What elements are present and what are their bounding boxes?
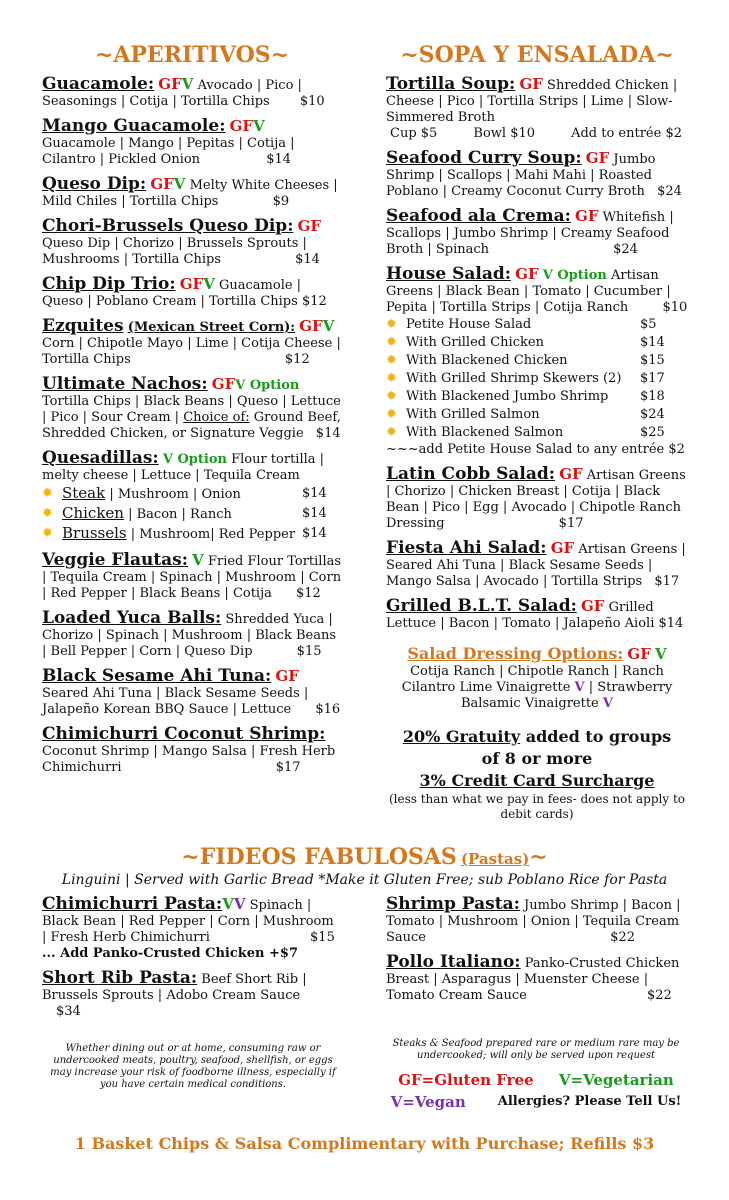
item-price: $10 (299, 94, 325, 109)
item-name: Loaded Yuca Balls: (42, 608, 222, 628)
pastas-left (42, 896, 342, 1028)
sub-price: $14 (302, 526, 327, 541)
item-price: $10 (662, 300, 688, 315)
dressing-name: Cilantro Lime Vinaigrette (401, 680, 571, 695)
item-price: $14 (266, 152, 292, 167)
sub-price: $25 (640, 425, 665, 440)
item-name: Veggie Flautas: (42, 550, 189, 570)
menu-item-pollo-italiano (386, 954, 686, 1004)
menu-item-yuca-balls (42, 610, 342, 660)
item-price: $17 (558, 516, 584, 531)
menu-item-short-rib-pasta (42, 970, 342, 1020)
sub-item (386, 388, 688, 406)
item-name: Fiesta Ahi Salad: (386, 538, 547, 558)
sub-name: Brussels (62, 524, 127, 542)
v-tag: V (253, 117, 265, 135)
sub-name: Petite House Salad (406, 317, 532, 332)
item-desc: Shredded Chicken | Cheese | Pico | Tortilla Strips | Lime | Slow-Simmered Broth (386, 78, 678, 125)
item-desc: Fried Flour Tortillas | Tequila Cream | Spinach | Mushroom | Corn | Red Pepper | Black Beans | Cotija (42, 554, 342, 601)
sub-item (386, 406, 688, 424)
item-desc: Tortilla Chips | Black Beans | Queso | Lettuce | Pico | Sour Cream | (42, 394, 341, 425)
pastas-title (0, 842, 729, 872)
gf-legend: GF=Gluten Free (398, 1071, 534, 1089)
item-desc: Seared Ahi Tuna | Black Sesame Seeds | Jalapeño Korean BBQ Sauce | Lettuce (42, 686, 309, 717)
sub-item (386, 334, 688, 352)
menu-item-chimichurri-pasta (42, 896, 342, 962)
sun-icon: ✹ (386, 425, 397, 440)
gf-tag: GF (515, 265, 539, 283)
sub-item (386, 424, 688, 442)
item-name: Latin Cobb Salad: (386, 464, 556, 484)
menu-item-latin-cobb (386, 466, 688, 532)
dressing-name: | Strawberry (588, 680, 673, 695)
menu-item-house-salad (386, 266, 688, 458)
sub-name: With Blackened Jumbo Shrimp (406, 389, 609, 404)
sub-desc: | Mushroom | Onion (109, 487, 241, 502)
item-desc: Spinach | Black Bean | Red Pepper | Corn | Mushroom | Fresh Herb Chimichurri (42, 898, 334, 945)
item-desc-2: Ground Beef, Shredded Chicken, or Signature Veggie (42, 410, 341, 441)
sun-icon: ✹ (386, 371, 397, 386)
menu-item-seafood-curry (386, 150, 688, 200)
v-tag: V Option (235, 378, 300, 393)
item-desc: Artisan Greens | Seared Ahi Tuna | Black Sesame Seeds | Mango Salsa | Avocado | Tortilla Strips (386, 542, 686, 589)
vegan-tag: V (574, 680, 585, 695)
item-name: Ultimate Nachos: (42, 374, 208, 394)
item-desc: Coconut Shrimp | Mango Salsa | Fresh Herb Chimichurri (42, 744, 336, 775)
item-price: $22 (646, 988, 672, 1003)
pastas-title-end: ~ (529, 844, 548, 870)
pastas-title-main: ~FIDEOS FABULOSAS (181, 844, 457, 870)
menu-item-ahi-tuna (42, 668, 342, 718)
item-price: $34 (56, 1004, 81, 1019)
menu-item-fiesta-ahi (386, 540, 688, 590)
v-legend: V=Vegetarian (558, 1071, 674, 1089)
sub-item (42, 504, 342, 524)
v-tag: V (655, 645, 667, 663)
sun-icon: ✹ (386, 353, 397, 368)
item-name: Short Rib Pasta: (42, 968, 198, 988)
menu-item-ultimate-nachos (42, 376, 342, 442)
item-price: $15 (310, 930, 335, 945)
bowl-price: Bowl $10 (473, 126, 536, 141)
sub-item (386, 352, 688, 370)
item-name: House Salad: (386, 264, 511, 284)
item-name: Guacamole: (42, 74, 155, 94)
item-price: $24 (613, 242, 638, 257)
vegan-tag: V (233, 895, 246, 913)
item-desc: Jumbo Shrimp | Scallops | Mahi Mahi | Roasted Poblano | Creamy Coconut Curry Broth (386, 152, 656, 199)
item-desc: Artisan Greens | Black Bean | Tomato | Cucumber | Pepita | Tortilla Strips | Cotija Ranch (386, 268, 671, 315)
gf-tag: GF (179, 275, 204, 293)
item-price: $14 (295, 252, 320, 267)
item-desc: Guacamole | Queso | Poblano Cream | Tortilla Chips (42, 278, 302, 309)
item-desc: Whitefish | Scallops | Jumbo Shrimp | Creamy Seafood Broth | Spinach (386, 210, 674, 257)
sun-icon: ✹ (386, 407, 397, 422)
sun-icon: ✹ (42, 486, 53, 501)
gf-tag: GF (297, 217, 322, 235)
dressing-line-1: Cotija Ranch | Chipotle Ranch | Ranch (410, 664, 664, 679)
sub-price: $24 (640, 407, 665, 422)
gf-tag: GF (627, 645, 651, 663)
item-name: Pollo Italiano: (386, 952, 521, 972)
sub-name: Steak (62, 484, 106, 502)
item-price: $9 (272, 194, 290, 209)
vegan-legend: V=Vegan (390, 1093, 466, 1111)
dressing-name: Balsamic Vinaigrette (461, 696, 599, 711)
legend-row-2 (386, 1094, 686, 1110)
pastas-subtitle: Linguini | Served with Garlic Bread *Make it Gluten Free; sub Poblano Rice for Pasta (61, 872, 668, 888)
sub-name: With Grilled Chicken (406, 335, 544, 350)
item-desc: Guacamole | Mango | Pepitas | Cotija | Cilantro | Pickled Onion (42, 136, 295, 167)
v-tag: V Option (542, 268, 607, 283)
vegan-tag: V (602, 696, 613, 711)
item-price: $24 (657, 184, 682, 199)
item-price: $12 (296, 586, 321, 601)
item-price: $15 (296, 644, 322, 659)
item-price: $17 (275, 760, 301, 775)
menu-item-seafood-crema (386, 208, 688, 258)
sub-item (42, 524, 342, 544)
menu-item-veggie-flautas (42, 552, 342, 602)
menu-item-guacamole (42, 76, 342, 110)
gf-tag: GF (575, 207, 599, 225)
add-price: Add to entrée $2 (571, 126, 682, 141)
sun-icon: ✹ (386, 335, 397, 350)
sub-item (42, 484, 342, 504)
gratuity-group: of 8 or more (481, 749, 593, 768)
gf-tag: GF (275, 667, 299, 685)
item-name: Chimichurri Coconut Shrimp: (42, 724, 326, 744)
gf-tag: GF (559, 465, 583, 483)
sub-price: $15 (640, 353, 665, 368)
sub-name: With Blackened Chicken (406, 353, 568, 368)
cup-price: Cup $5 (390, 126, 438, 141)
item-name: Chori-Brussels Queso Dip: (42, 216, 294, 236)
item-desc: Grilled Lettuce | Bacon | Tomato | Jalapeño Aioli (386, 600, 655, 631)
item-name: Tortilla Soup: (386, 74, 516, 94)
item-name: Chimichurri Pasta: (42, 894, 223, 914)
sopa-title: ~SOPA Y ENSALADA~ (400, 42, 674, 68)
aperitivos-title: ~APERITIVOS~ (94, 42, 290, 68)
sub-item (386, 370, 688, 388)
item-desc: Melty White Cheeses | Mild Chiles | Tortilla Chips (42, 178, 338, 209)
v-tag: V (203, 275, 215, 293)
menu-item-ezquites (42, 318, 342, 368)
sub-price: $14 (302, 486, 327, 501)
gratuity-notice (386, 726, 688, 822)
chips-salsa-footer: 1 Basket Chips & Salsa Complimentary with Purchase; Refills $3 (74, 1134, 655, 1153)
menu-item-mango-guacamole (42, 118, 342, 168)
sun-icon: ✹ (386, 389, 397, 404)
v-tag: V (322, 317, 335, 335)
item-choice: Choice of: (183, 410, 250, 425)
sub-price: $14 (302, 506, 327, 521)
menu-item-blt-salad (386, 598, 688, 632)
sub-name: With Blackened Salmon (406, 425, 564, 440)
pastas-title-small: (Pastas) (460, 850, 530, 868)
item-name: Quesadillas: (42, 448, 159, 468)
item-price: $22 (610, 930, 635, 945)
sun-icon: ✹ (42, 526, 53, 541)
allergies-notice: Allergies? Please Tell Us! (497, 1094, 682, 1109)
item-price: $12 (301, 294, 327, 309)
v-tag: V Option (162, 452, 227, 467)
sub-price: $5 (640, 317, 657, 332)
gf-tag: GF (585, 149, 610, 167)
item-desc: Jumbo Shrimp | Bacon | Tomato | Mushroom | Onion | Tequila Cream Sauce (386, 898, 681, 945)
surcharge-text: 3% Credit Card Surcharge (419, 771, 655, 790)
item-desc: Avocado | Pico | Seasonings | Cotija | Tortilla Chips (42, 78, 302, 109)
v-tag: V (173, 175, 186, 193)
house-salad-note: ~~~add Petite House Salad to any entrée $2 (386, 442, 685, 457)
item-price: $14 (658, 616, 684, 631)
dressing-line-2 (386, 680, 688, 696)
menu-item-shrimp-pasta (386, 896, 686, 946)
sub-name: With Grilled Shrimp Skewers (2) (406, 371, 622, 386)
item-name: Seafood Curry Soup: (386, 148, 582, 168)
item-name: Ezquites (42, 316, 124, 336)
gf-tag: GF (581, 597, 605, 615)
menu-item-queso-dip (42, 176, 342, 210)
sopa-section (386, 40, 688, 822)
menu-item-chori-brussels (42, 218, 342, 268)
pastas-right (386, 896, 686, 1012)
item-name: Seafood ala Crema: (386, 206, 571, 226)
item-name: Chip Dip Trio: (42, 274, 176, 294)
aperitivos-section (42, 40, 342, 784)
v-tag: V (222, 895, 234, 913)
item-name: Mango Guacamole: (42, 116, 226, 136)
surcharge-note: (less than what we pay in fees- does not apply to debit cards) (388, 792, 686, 821)
v-tag: V (192, 551, 204, 569)
menu-item-chip-dip-trio (42, 276, 342, 310)
menu-item-coconut-shrimp (42, 726, 342, 776)
gf-tag: GF (519, 75, 543, 93)
rare-notice: Steaks & Seafood prepared rare or medium rare may be undercooked; will only be served upon request (392, 1038, 680, 1061)
item-name: Black Sesame Ahi Tuna: (42, 666, 272, 686)
gf-tag: GF (550, 539, 575, 557)
item-desc: Beef Short Rib | Brussels Sprouts | Adobo Cream Sauce (42, 972, 307, 1003)
gf-tag: GF (211, 375, 236, 393)
item-desc: Panko-Crusted Chicken Breast | Asparagus | Muenster Cheese | Tomato Cream Sauce (386, 956, 680, 1003)
legend-row-1 (386, 1072, 686, 1088)
item-desc: Artisan Greens | Chorizo | Chicken Breast | Cotija | Black Bean | Pico | Egg | Avocado | Chipotle Ranch Dressing (386, 468, 686, 531)
item-desc: Flour tortilla | melty cheese | Lettuce | Tequila Cream (42, 452, 325, 483)
gf-tag: GF (150, 175, 174, 193)
item-price: $17 (654, 574, 680, 589)
item-price: $16 (315, 702, 341, 717)
gf-tag: GF (158, 75, 182, 93)
dressing-line-3 (386, 696, 688, 712)
v-tag: V (181, 75, 194, 93)
gratuity-text: added to groups (525, 727, 672, 746)
sub-price: $17 (640, 371, 665, 386)
item-desc: Shredded Yuca | Chorizo | Spinach | Mushroom | Black Beans | Bell Pepper | Corn | Queso Dip (42, 612, 337, 659)
item-desc: Corn | Chipotle Mayo | Lime | Cotija Cheese | Tortilla Chips (42, 336, 341, 367)
sun-icon: ✹ (386, 317, 397, 332)
item-desc: Queso Dip | Chorizo | Brussels Sprouts | Mushrooms | Tortilla Chips (42, 236, 307, 267)
sub-price: $18 (640, 389, 665, 404)
item-name: Grilled B.L.T. Salad: (386, 596, 577, 616)
menu-item-tortilla-soup (386, 76, 688, 142)
sun-icon: ✹ (42, 506, 53, 521)
item-name: Queso Dip: (42, 174, 147, 194)
sub-name: With Grilled Salmon (406, 407, 540, 422)
food-safety-notice: Whether dining out or at home, consuming raw or undercooked meats, poultry, seafood, shellfish, or eggs may increase your risk of foodborne illness, especially if you have certain medical conditions. (50, 1043, 336, 1090)
sub-name: Chicken (62, 504, 124, 522)
item-name-extra: (Mexican Street Corn): (127, 320, 296, 335)
sub-desc: | Mushroom| Red Pepper (130, 527, 296, 542)
item-name: Shrimp Pasta: (386, 894, 520, 914)
sub-item (386, 316, 688, 334)
sub-price: $14 (640, 335, 665, 350)
gratuity-percent: 20% Gratuity (402, 727, 521, 746)
gf-tag: GF (229, 117, 254, 135)
add-chicken: ... Add Panko-Crusted Chicken +$7 (42, 946, 299, 961)
salad-dressing-box (386, 646, 688, 712)
dressing-title: Salad Dressing Options: (407, 644, 624, 663)
sub-desc: | Bacon | Ranch (128, 507, 232, 522)
menu-item-quesadillas (42, 450, 342, 544)
item-price: $14 (315, 426, 341, 441)
gf-tag: GF (299, 317, 323, 335)
item-price: $12 (284, 352, 310, 367)
